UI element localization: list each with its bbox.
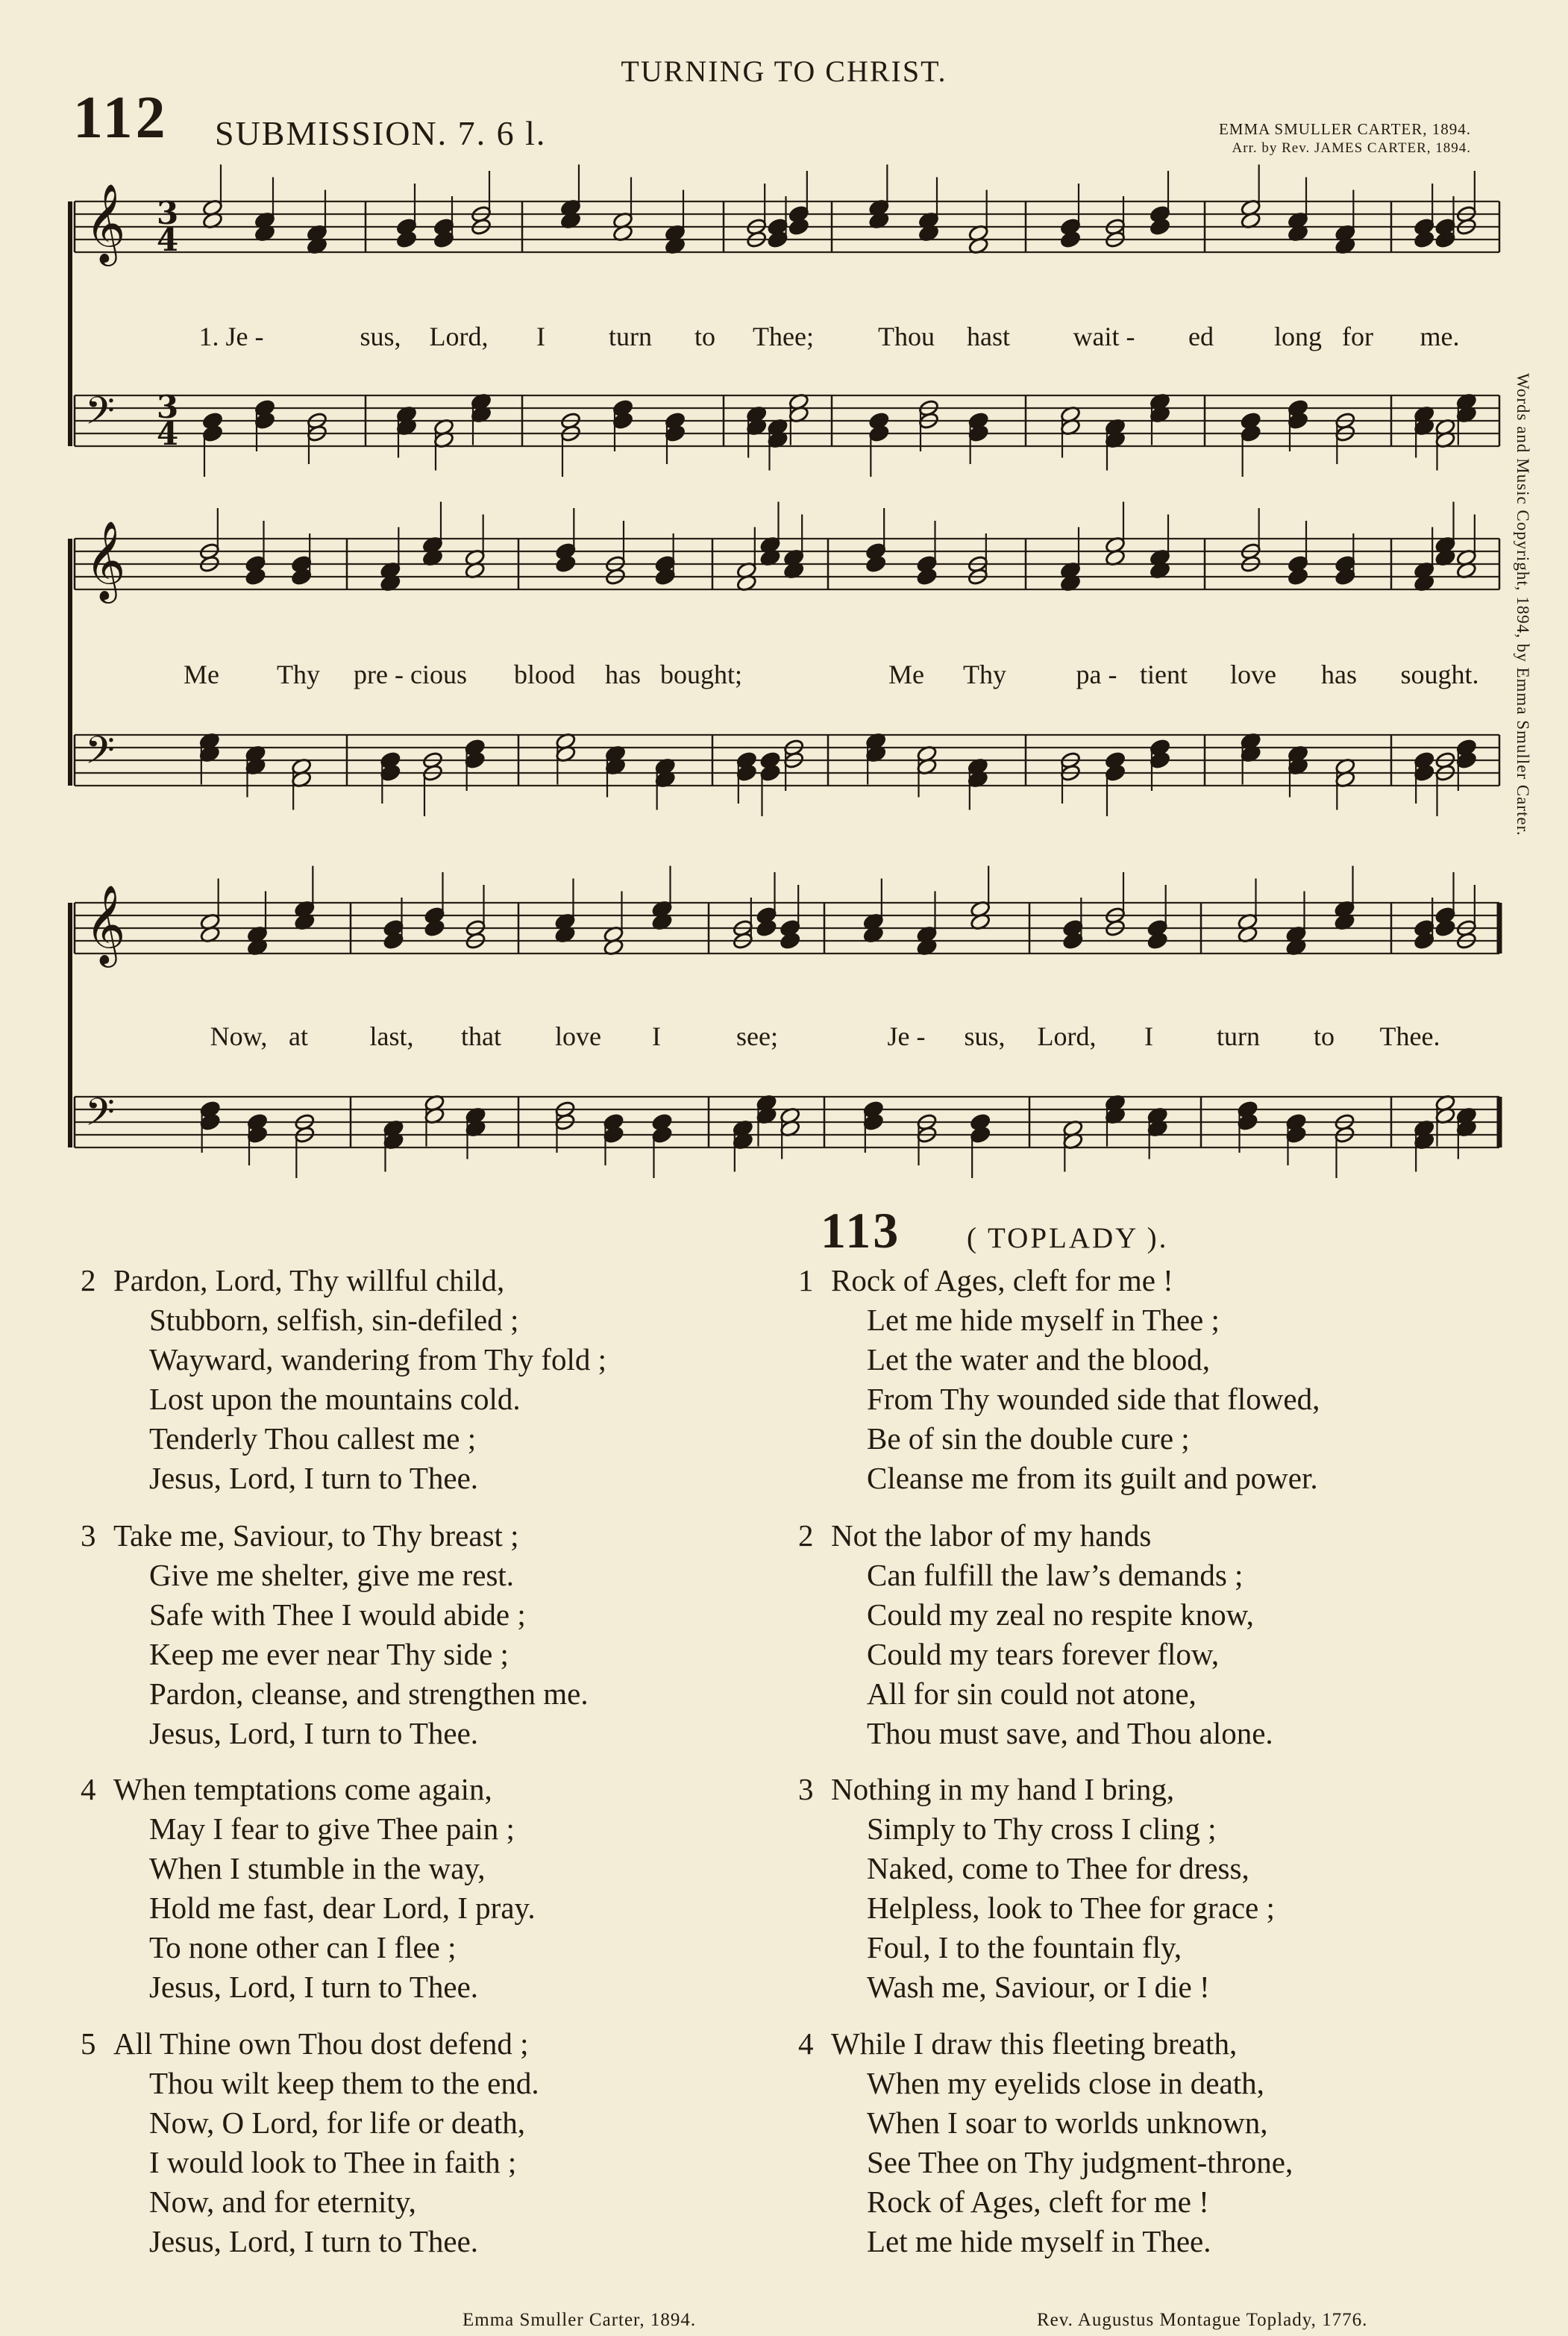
verse-number: 2 [81, 1263, 96, 1297]
verse-line: All Thine own Thou dost defend ; [113, 2026, 529, 2061]
lyric-syllable: see; [736, 1021, 778, 1051]
lyric-syllable: Je - [887, 1021, 926, 1051]
verse-line: While I draw this fleeting breath, [831, 2026, 1238, 2061]
verse-line: Jesus, Lord, I turn to Thee. [149, 2224, 479, 2258]
verse-line: Wayward, wandering from Thy fold ; [149, 1342, 607, 1377]
lyric-syllable: has [605, 660, 641, 689]
verse-line: Rock of Ages, cleft for me ! [831, 1263, 1173, 1297]
lyric-syllable: hast [967, 322, 1010, 351]
verse-line: Thou must save, and Thou alone. [867, 1716, 1273, 1750]
verse-line: Hold me fast, dear Lord, I pray. [149, 1891, 536, 1925]
verse-line: Wash me, Saviour, or I die ! [867, 1970, 1210, 2004]
verse-line: Pardon, cleanse, and strengthen me. [149, 1676, 589, 1711]
verse-line: When my eyelids close in death, [867, 2066, 1264, 2100]
verse-line: Stubborn, selfish, sin-defiled ; [149, 1303, 519, 1337]
lyric-syllable: Thy [963, 660, 1006, 689]
lyric-syllable: Thou [878, 322, 935, 351]
time-signature-bottom: 4 [157, 416, 179, 452]
verse-line: May I fear to give Thee pain ; [149, 1812, 515, 1846]
lyric-syllable: Thee. [1379, 1021, 1440, 1051]
verse-line: Could my tears forever flow, [867, 1637, 1220, 1671]
verse-block [798, 1516, 1273, 1753]
verse-line: Can fulfill the law’s demands ; [867, 1558, 1244, 1592]
lyric-syllable: me. [1420, 322, 1460, 351]
verse-line: Safe with Thee I would abide ; [149, 1597, 526, 1632]
hymn-113-footer: Rev. Augustus Montague Toplady, 1776. [1037, 2310, 1368, 2330]
lyric-syllable: Me [888, 660, 924, 689]
verse-line: Tenderly Thou callest me ; [149, 1421, 477, 1456]
verse-block [81, 1516, 589, 1753]
verse-block [798, 1261, 1320, 1498]
lyric-syllable: Now, [210, 1021, 268, 1051]
bass-clef-icon: 𝄢 [85, 388, 115, 442]
credit-arranger: Arr. by Rev. JAMES CARTER, 1894. [1232, 140, 1471, 156]
treble-clef-icon: 𝄞 [85, 520, 126, 600]
lyric-syllable: pre - cious [354, 660, 467, 689]
lyric-syllable: sus, [964, 1021, 1006, 1051]
verse-line: Pardon, Lord, Thy willful child, [113, 1263, 505, 1297]
hymn-112-tune-title: SUBMISSION. 7. 6 l. [215, 114, 547, 152]
verse-line: Now, and for eternity, [149, 2185, 416, 2219]
lyric-syllable: Thee; [753, 322, 814, 351]
copyright-text: Words and Music Copyright, 1894, by Emma Smuller Carter. [1514, 373, 1532, 836]
verse-line: Nothing in my hand I bring, [831, 1772, 1175, 1806]
verse-line: To none other can I flee ; [149, 1930, 457, 1964]
verse-line: I would look to Thee in faith ; [149, 2145, 517, 2179]
verse-line: Let the water and the blood, [867, 1342, 1210, 1377]
verse-number: 3 [81, 1518, 96, 1553]
verse-number: 4 [798, 2026, 814, 2061]
verse-line: Take me, Saviour, to Thy breast ; [113, 1518, 519, 1553]
verse-block [798, 1770, 1275, 2007]
lyric-syllable: Me [184, 660, 219, 689]
verse-number: 4 [81, 1772, 96, 1806]
lyric-syllable: that [461, 1021, 501, 1051]
verse-line: Lost upon the mountains cold. [149, 1382, 521, 1416]
verse-block [798, 2024, 1293, 2261]
lyric-syllable: I [1144, 1021, 1153, 1051]
lyric-syllable: last, [369, 1021, 414, 1051]
lyric-syllable: sought. [1400, 660, 1479, 689]
verse-number: 2 [798, 1518, 814, 1553]
verse-line: Let me hide myself in Thee ; [867, 1303, 1220, 1337]
lyric-syllable: love [555, 1021, 601, 1051]
lyric-syllable: blood [513, 660, 576, 689]
verse-number: 5 [81, 2026, 96, 2061]
lyric-syllable: turn [1217, 1021, 1260, 1051]
lyric-syllable: Thy [277, 660, 320, 689]
verse-block [81, 1770, 536, 2007]
time-signature-bottom: 4 [157, 222, 179, 258]
verse-line: Simply to Thy cross I cling ; [867, 1812, 1217, 1846]
lyric-syllable: I [536, 322, 545, 351]
verse-line: Not the labor of my hands [831, 1518, 1152, 1553]
verse-line: Now, O Lord, for life or death, [149, 2105, 525, 2140]
lyric-syllable: bought; [659, 660, 743, 689]
lyric-syllable: to [1313, 1021, 1335, 1051]
lyric-syllable: love [1230, 660, 1276, 689]
verse-number: 3 [798, 1772, 814, 1806]
verse-line: Give me shelter, give me rest. [149, 1558, 515, 1592]
verse-line: Be of sin the double cure ; [867, 1421, 1190, 1456]
verse-line: Jesus, Lord, I turn to Thee. [149, 1716, 479, 1750]
lyric-syllable: tient [1140, 660, 1188, 689]
verse-line: Cleanse me from its guilt and power. [867, 1461, 1318, 1495]
verse-line: When I stumble in the way, [149, 1851, 486, 1885]
lyric-syllable: I [652, 1021, 661, 1051]
lyric-syllable: Lord, [429, 322, 489, 351]
verse-line: When I soar to worlds unknown, [867, 2105, 1268, 2140]
lyric-syllable: to [694, 322, 716, 351]
verse-line: Could my zeal no respite know, [867, 1597, 1254, 1632]
lyric-syllable: at [289, 1021, 308, 1051]
verse-line: See Thee on Thy judgment-throne, [867, 2145, 1293, 2179]
lyric-syllable: turn [609, 322, 652, 351]
time-signature-top: 3 [157, 195, 179, 231]
bass-clef-icon: 𝄢 [85, 1089, 115, 1144]
verse-number: 1 [798, 1263, 814, 1297]
verse-line: Naked, come to Thee for dress, [867, 1851, 1249, 1885]
lyric-syllable: has [1321, 660, 1357, 689]
verse-line: Thou wilt keep them to the end. [149, 2066, 539, 2100]
verse-line: All for sin could not atone, [867, 1676, 1197, 1711]
hymn-112-number: 112 [73, 85, 169, 151]
hymn-113-title: ( TOPLADY ). [967, 1222, 1169, 1254]
copyright-margin-note [1513, 373, 1535, 985]
verse-block [81, 1261, 607, 1498]
credit-author: EMMA SMULLER CARTER, 1894. [1218, 120, 1471, 138]
hymn-113-number: 113 [821, 1202, 901, 1259]
verse-line: From Thy wounded side that flowed, [867, 1382, 1320, 1416]
verse-line: Keep me ever near Thy side ; [149, 1637, 509, 1671]
treble-clef-icon: 𝄞 [85, 884, 126, 964]
verse-line: When temptations come again, [113, 1772, 492, 1806]
lyric-syllable: pa - [1076, 660, 1117, 689]
verse-line: Let me hide myself in Thee. [867, 2224, 1211, 2258]
verse-line: Helpless, look to Thee for grace ; [867, 1891, 1275, 1925]
lyric-syllable: 1. Je - [198, 322, 264, 351]
verse-line: Rock of Ages, cleft for me ! [867, 2185, 1209, 2219]
hymn-112-footer: Emma Smuller Carter, 1894. [462, 2310, 697, 2330]
treble-clef-icon: 𝄞 [85, 183, 126, 263]
lyric-syllable: for [1342, 322, 1373, 351]
verse-line: Jesus, Lord, I turn to Thee. [149, 1970, 479, 2004]
bass-clef-icon: 𝄢 [85, 727, 115, 782]
verse-line: Jesus, Lord, I turn to Thee. [149, 1461, 479, 1495]
lyric-syllable: wait - [1073, 322, 1135, 351]
lyric-syllable: Lord, [1037, 1021, 1097, 1051]
verse-line: Foul, I to the fountain fly, [867, 1930, 1182, 1964]
running-head: TURNING TO CHRIST. [621, 54, 947, 88]
time-signature-top: 3 [157, 389, 179, 425]
lyric-syllable: ed [1188, 322, 1214, 351]
lyric-syllable: sus, [360, 322, 401, 351]
verse-block [81, 2024, 539, 2261]
lyric-syllable: long [1273, 322, 1323, 351]
